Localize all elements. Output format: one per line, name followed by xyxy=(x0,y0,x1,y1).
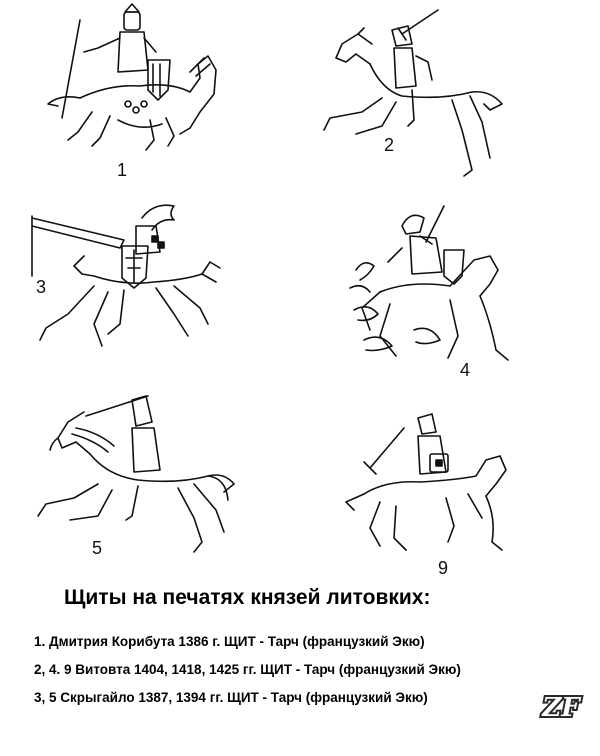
figure-number-9: 9 xyxy=(438,558,449,578)
logo-text: ZF xyxy=(542,693,580,723)
seal-drawing-9 xyxy=(336,406,536,556)
caption-2: 2, 4. 9 Витовта 1404, 1418, 1425 гг. ЩИТ - Тарч (французкий Экю) xyxy=(34,662,461,677)
seal-drawing-1 xyxy=(40,0,240,160)
seal-drawing-2 xyxy=(312,0,512,180)
figure-number-3: 3 xyxy=(36,277,47,297)
seal-drawing-3 xyxy=(24,196,224,366)
seal-drawing-5 xyxy=(28,392,238,562)
figure-number-5: 5 xyxy=(92,538,103,558)
seal-drawing-4 xyxy=(340,200,540,380)
caption-3: 3, 5 Скрыгайло 1387, 1394 гг. ЩИТ - Тарч (французкий Экю) xyxy=(34,690,428,705)
caption-1: 1. Дмитрия Корибута 1386 г. ЩИТ - Тарч (французкий Экю) xyxy=(34,634,425,649)
figure-number-4: 4 xyxy=(460,360,471,380)
page-title: Щиты на печатях князей литовких: xyxy=(64,586,431,609)
figure-number-2: 2 xyxy=(384,135,395,155)
zf-logo xyxy=(536,690,586,724)
figure-number-1: 1 xyxy=(117,160,128,180)
